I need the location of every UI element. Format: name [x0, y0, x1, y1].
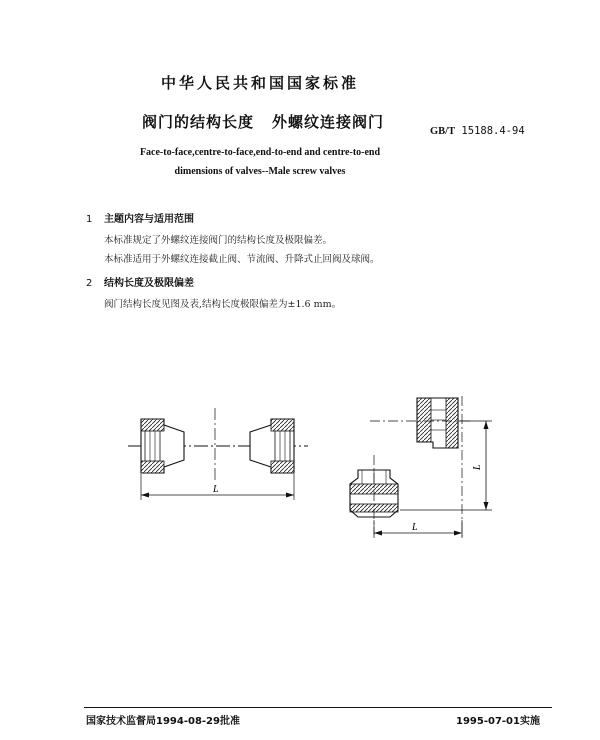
english-title-line-1: Face-to-face,centre-to-face,end-to-end and centre-to-end — [139, 147, 381, 158]
angle-valve-top-end — [417, 398, 458, 448]
english-title-line-2: dimensions of valves--Male screw valves — [174, 166, 346, 177]
approval-note: 国家技术监督局1994-08-29批准 — [86, 716, 240, 727]
section-1-paragraph-2: 本标准适用于外螺纹连接截止阀、节流阀、升降式止回阀及球阀。 — [104, 254, 380, 265]
right-horizontal-dimension-label: L — [412, 522, 418, 533]
straight-valve-drawing — [128, 408, 308, 500]
footer-divider — [84, 707, 552, 708]
effective-note — [456, 712, 540, 727]
section-1-title: 主题内容与适用范围 — [104, 214, 194, 225]
standard-title-part2: 外螺纹连接阀门 — [272, 113, 385, 131]
section-1-number: 1 — [86, 214, 93, 225]
national-standard-title: 中华人民共和国国家标准 — [160, 74, 359, 92]
left-valve-end-left — [141, 419, 184, 473]
section-2-number: 2 — [86, 278, 93, 289]
left-dimension-label: L — [213, 484, 219, 495]
right-vertical-dimension-label: L — [472, 464, 483, 470]
section-2-title: 结构长度及极限偏差 — [104, 278, 194, 289]
left-valve-end-right — [250, 419, 294, 473]
effective-label: 实施 — [519, 716, 540, 727]
standard-title-part1: 阀门的结构长度 — [142, 113, 255, 131]
angle-valve-drawing — [350, 396, 492, 540]
effective-date: 1995-07-01 — [456, 716, 520, 727]
standard-prefix: GB/T — [430, 126, 456, 137]
section-2-paragraph-1: 阀门结构长度见图及表,结构长度极限偏差为±1.6 mm。 — [104, 299, 342, 310]
section-1-paragraph-1: 本标准规定了外螺纹连接阀门的结构长度及极限偏差。 — [104, 235, 333, 246]
standard-number: 15188.4-94 — [461, 125, 525, 137]
